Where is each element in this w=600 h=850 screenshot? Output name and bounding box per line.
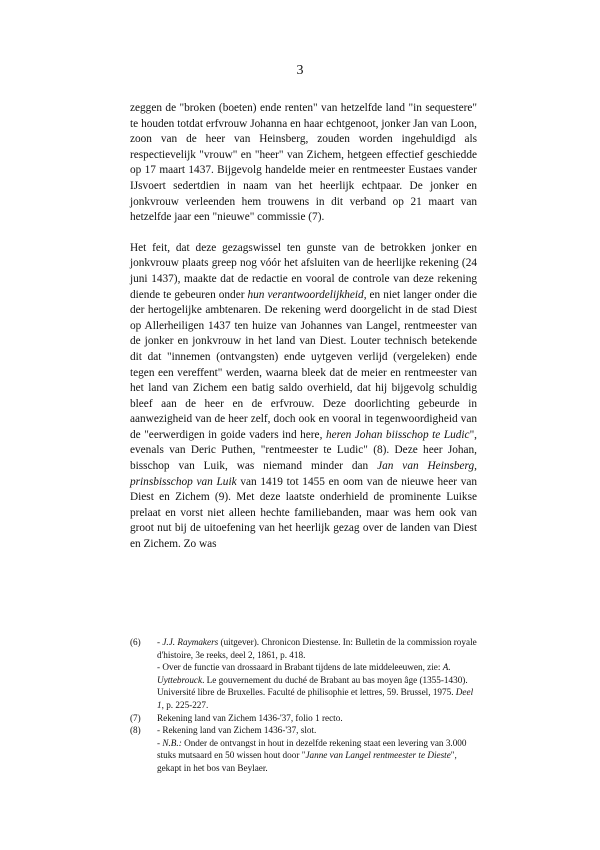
footnote-body: [157, 636, 480, 712]
italic-text: heren Johan biisschop te Ludic: [325, 428, 470, 441]
text-run: Het feit, dat deze gezagswissel ten gunste van de betrokken jonker en jonkvrouw plaats greep nog vóór het afsluiten van de heerlijke rekening (24 juni 1437), maakte dat de redactie en vooral de controle van deze rekening diende te gebeuren onder: [130, 241, 477, 301]
text-run: Onder de ontvangst in hout in dezelfde rekening staat een levering van 3.000 stuks mutsaard en 50 wissen hout door ": [157, 737, 467, 761]
italic-text: N.B.:: [162, 737, 182, 748]
italic-text: Janne van Langel rentmeester te Dieste: [305, 750, 451, 761]
footnote-entry: [157, 636, 480, 661]
footnote-entry: [157, 712, 480, 725]
footnote-number: (7): [130, 712, 141, 723]
text-run: , en niet langer onder die der hertogelijke ambtenaren. De rekening werd doorgelicht in de stad Diest op Allerheiligen 1437 ten huize van Johannes van Langel, rentmeester van de jonker en jonkvrouw in het land van Diest. Louter technisch betekende dit dat "innemen (ontvangsten) ende uytgeven verlijd (vergeleken) ende tegen een vereffent" werden, waarna bleek dat de meier en rentmeester van het land van Zichem een batig saldo overhield, dat hij bijgevolg schuldig bleef aan de heer en de erfvrouw. Deze doorlichting gebeurde in aanwezigheid van de heer zelf, doch ook en vooral in tegenwoordigheid van de "eerwerdigen in goide vaders ind here,: [130, 288, 477, 441]
body-paragraph: [130, 101, 477, 226]
footnote-body: [157, 724, 480, 774]
text-run: ", gekapt in het bos van Beylaer.: [157, 750, 457, 773]
text-run: - Over de functie van drossaard in Brabant tijdens de late middeleeuwen, zie:: [157, 662, 443, 673]
page-number: 3: [296, 63, 304, 78]
footnote-number: (6): [130, 637, 141, 647]
footnote-body: [157, 712, 480, 725]
text-run: zeggen de "broken (boeten) ende renten" van hetzelfde land "in sequestere" te houden totdat erfvrouw Johanna en haar echtgenoot, jonker Jan van Loon, zoon van de heer van Heinsberg, zouden worden ingehuldigd als respectievelijk "vrouw" en "heer" van Zichem, hetgeen effectief geschiedde op 17 maart 1437. Bijgevolg handelde meier en rentmeester Eustaes vander IJsvoert sedertdien in naam van het heerlijk echtpaar. De jonker en jonkvrouw verleenden hem trouwens in dit verband op 21 maart van hetzelfde jaar een "nieuwe" commissie (7).: [130, 102, 477, 224]
text-run: (uitgever). Chronicon Diestense. In: Bulletin de la commission royale d'histoire, 3e reeks, deel 2, 1861, p. 418.: [157, 637, 477, 660]
body-paragraph: [130, 241, 477, 553]
body-text: [130, 101, 477, 553]
italic-text: J.J. Raymakers: [162, 637, 219, 647]
footnote: [130, 712, 480, 725]
footnote: [130, 724, 480, 774]
italic-text: hun verantwoordelijkheid: [247, 288, 364, 301]
text-run: , p. 225-227.: [161, 699, 209, 710]
italic-text: A. Uyttebrouck: [157, 662, 451, 685]
text-run: Rekening land van Zichem 1436-'37, folio 1 recto.: [157, 712, 343, 723]
italic-text: Jan van Heinsberg, prinsbisschop van Luik: [130, 460, 477, 488]
footnote: [130, 636, 480, 712]
text-run: -: [157, 737, 163, 748]
text-run: . Le gouvernement du duché de Brabant au bas moyen âge (1355-1430). Université libre de Bruxelles. Faculté de philisophie et lettres, 59. Brussel, 1975.: [157, 674, 468, 698]
text-run: van 1419 tot 1455 en oom van de nieuwe heer van Diest en Zichem (9). Met deze laatste onderhield de prominente Luikse prelaat en vorst niet alleen hechte familiebanden, maar was hem ook van groot nut bij de uitoefening van het heerlijk gezag over de landen van Diest en Zichem. Zo was: [130, 475, 478, 551]
text-run: ", evenals van Deric Puthen, "rentmeester te Ludic" (8). Deze heer Johan, bisschop van Luik, was niemand minder dan: [130, 428, 477, 473]
footnote-entry: [157, 724, 480, 737]
text-run: - Rekening land van Zichem 1436-'37, slot.: [157, 725, 317, 736]
text-run: -: [157, 637, 163, 647]
footnote-number: (8): [130, 725, 141, 736]
italic-text: Deel 1: [157, 687, 474, 710]
footnote-entry: [157, 737, 480, 775]
footnote-entry: [157, 661, 480, 711]
footnotes: [130, 636, 480, 775]
